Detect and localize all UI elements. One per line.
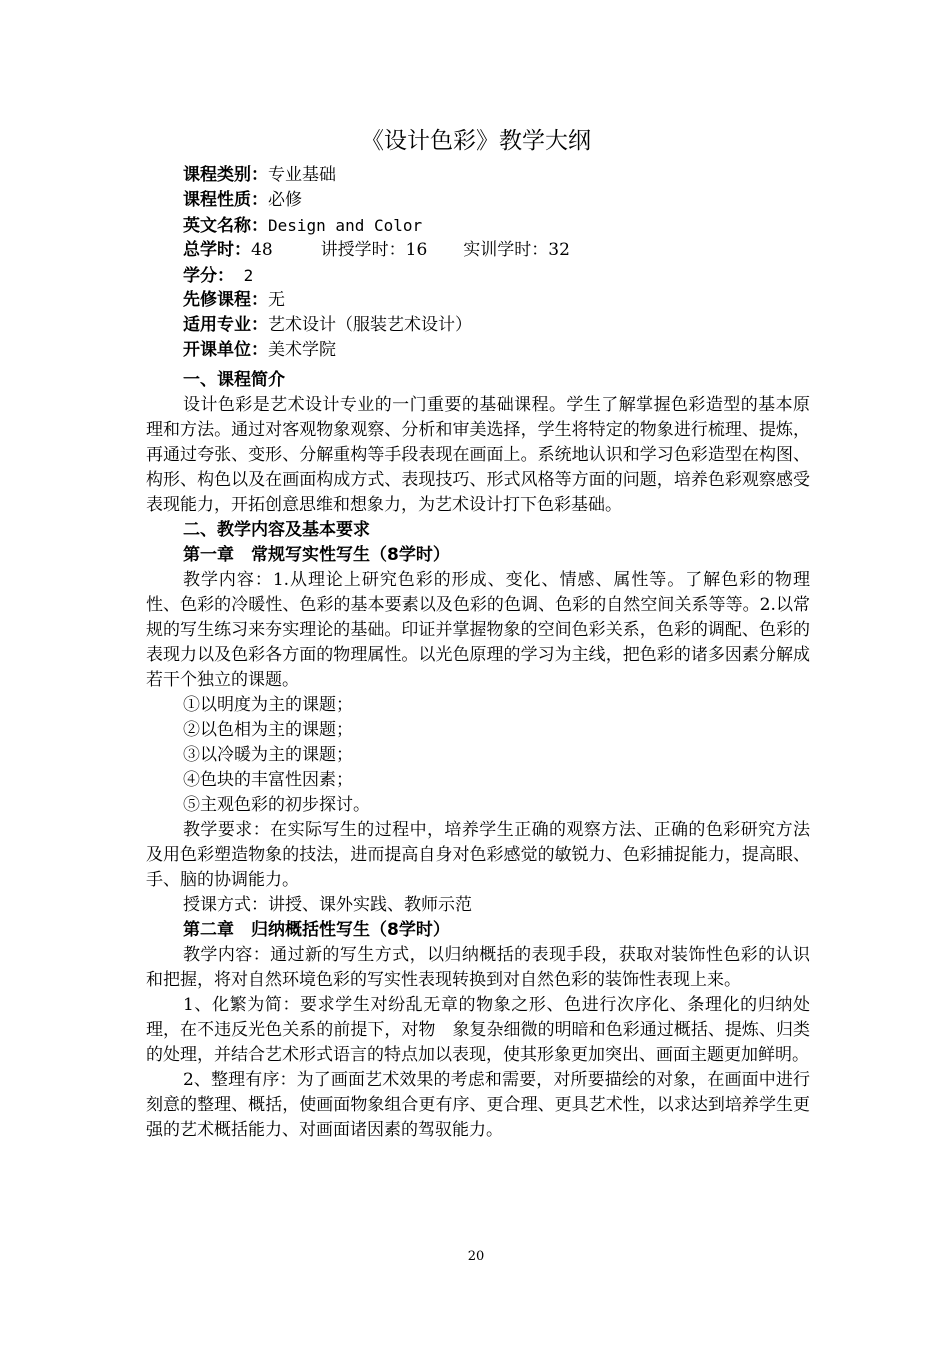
meta-key: 课程性质：	[183, 190, 268, 210]
meta-key: 学分：	[183, 266, 234, 286]
paragraph: 教学内容：1.从理论上研究色彩的形成、变化、情感、属性等。了解色彩的物理性、色彩的冷暖性、色彩的基本要素以及色彩的色调、色彩的自然空间关系等等。2.以常规的写生练习来夯实理论的基础。印证并掌握物象的空间色彩关系，色彩的调配、色彩的表现力以及色彩各方面的物理属性。以光色原理的学习为主线，把色彩的诸多因素分解成若干个独立的课题。	[146, 570, 810, 690]
meta-category	[183, 163, 823, 188]
lecture-value: 16	[405, 240, 428, 260]
meta-value: 必修	[268, 190, 302, 210]
meta-hours	[183, 238, 823, 263]
chapter-heading: 第一章 常规写实性写生（8学时）	[183, 545, 450, 565]
meta-prerequisite	[183, 288, 823, 313]
meta-key: 英文名称：	[183, 216, 268, 236]
meta-value: 艺术设计（服装艺术设计）	[268, 315, 472, 335]
meta-key: 总学时：	[183, 240, 251, 260]
list-item: ⑤主观色彩的初步探讨。	[183, 795, 370, 815]
chapter-heading: 第二章 归纳概括性写生（8学时）	[183, 920, 450, 940]
section-heading: 一、课程简介	[183, 370, 285, 390]
practice-value: 32	[548, 240, 570, 260]
meta-value: 48	[251, 240, 273, 260]
document-body	[146, 368, 810, 1143]
meta-key: 课程类别：	[183, 165, 268, 185]
meta-value: 2	[234, 266, 254, 285]
meta-english-name	[183, 213, 823, 238]
meta-nature	[183, 188, 823, 213]
list-item: ④色块的丰富性因素；	[183, 770, 353, 790]
meta-key: 适用专业：	[183, 315, 268, 335]
meta-major	[183, 313, 823, 338]
list-item: ③以冷暖为主的课题；	[183, 745, 353, 765]
paragraph: 设计色彩是艺术设计专业的一门重要的基础课程。学生了解掌握色彩造型的基本原理和方法。通过对客观物象观察、分析和审美选择，学生将特定的物象进行梳理、提炼，再通过夸张、变形、分解重构等手段表现在画面上。系统地认识和学习色彩造型在构图、构形、构色以及在画面构成方式、表现技巧、形式风格等方面的问题，培养色彩观察感受表现能力，开拓创意思维和想象力，为艺术设计打下色彩基础。	[146, 395, 810, 515]
lecture-label: 讲授学时：	[320, 240, 406, 260]
paragraph: 1、化繁为简：要求学生对纷乱无章的物象之形、色进行次序化、条理化的归纳处理，在不违反光色关系的前提下，对物 象复杂细微的明暗和色彩通过概括、提炼、归类的处理，并结合艺术形式语言的特点加以表现，使其形象更加突出、画面主题更加鲜明。	[146, 995, 810, 1065]
meta-key: 开课单位：	[183, 340, 268, 360]
page-number: 20	[467, 1249, 485, 1264]
paragraph: 教学要求：在实际写生的过程中，培养学生正确的观察方法、正确的色彩研究方法及用色彩塑造物象的技法，进而提高自身对色彩感觉的敏锐力、色彩捕捉能力，提高眼、手、脑的协调能力。	[146, 820, 810, 890]
meta-value: 专业基础	[268, 165, 336, 185]
list-item: ①以明度为主的课题；	[183, 695, 353, 715]
meta-key: 先修课程：	[183, 290, 268, 310]
paragraph: 2、整理有序：为了画面艺术效果的考虑和需要，对所要描绘的对象，在画面中进行刻意的整理、概括，使画面物象组合更有序、更合理、更具艺术性，以求达到培养学生更强的艺术概括能力、对画面诸因素的驾驭能力。	[146, 1070, 810, 1140]
meta-unit	[183, 338, 823, 363]
section-heading: 二、教学内容及基本要求	[183, 520, 370, 540]
meta-value: 美术学院	[268, 340, 336, 360]
paragraph: 教学内容：通过新的写生方式，以归纳概括的表现手段，获取对装饰性色彩的认识和把握，将对自然环境色彩的写实性表现转换到对自然色彩的装饰性表现上来。	[146, 945, 810, 990]
meta-value: 无	[268, 290, 285, 310]
page-title: 《设计色彩》教学大纲	[361, 128, 591, 154]
practice-label: 实训学时：	[463, 240, 549, 260]
course-meta	[183, 163, 823, 363]
meta-value: Design and Color	[268, 216, 423, 235]
list-item: ②以色相为主的课题；	[183, 720, 353, 740]
paragraph: 授课方式：讲授、课外实践、教师示范	[183, 895, 472, 915]
meta-credit	[183, 263, 823, 288]
